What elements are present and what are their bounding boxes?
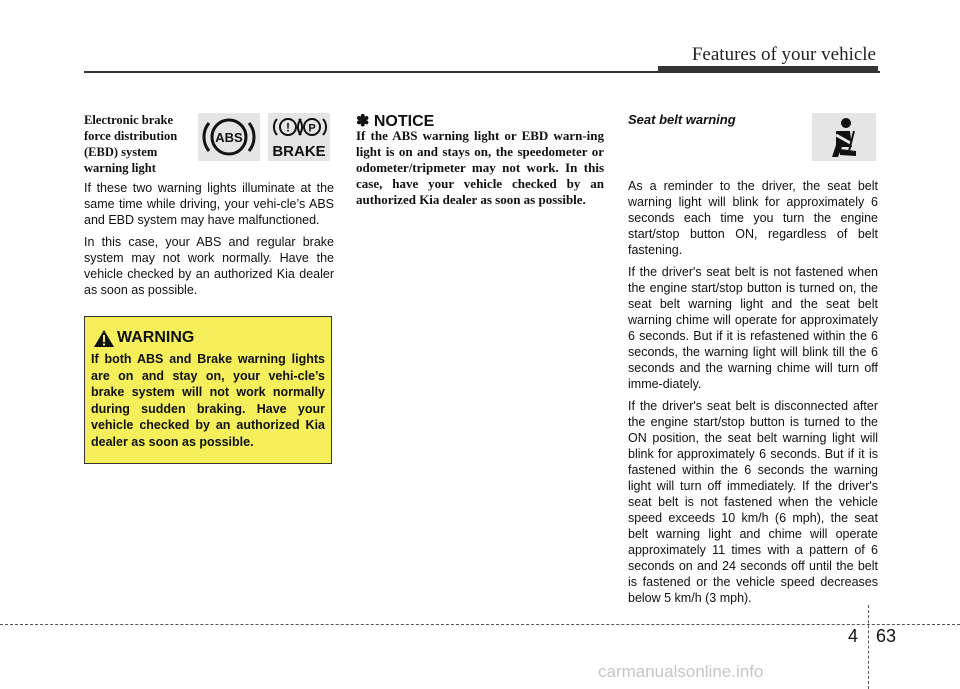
paragraph: If these two warning lights illuminate at the same time while driving, your vehi-cle’s ABS and EBD system may have malfunctioned.: [84, 181, 334, 227]
header-rule-accent: [658, 66, 878, 72]
header-title: Features of your vehicle: [691, 44, 876, 65]
seat-belt-heading: Seat belt warning: [628, 112, 736, 127]
warning-text: If both ABS and Brake warning lights are on and stay on, your vehi-cle’s brake system will not work normally during sudden braking. Have your vehicle checked by an authorized Kia dealer as soon as possible.: [91, 352, 325, 449]
watermark: carmanualsonline.info: [598, 662, 764, 681]
svg-text:ABS: ABS: [215, 130, 243, 145]
warning-title: WARNING: [117, 329, 195, 346]
brake-warning-icon: [268, 113, 330, 161]
svg-text:!: !: [286, 120, 290, 135]
ebd-body: [84, 180, 334, 304]
seat-belt-icon: [812, 113, 876, 161]
svg-text:P: P: [308, 122, 316, 135]
warning-triangle-icon: [93, 329, 115, 348]
paragraph: If the driver's seat belt is disconnected after the engine start/stop button is turned to the ON position, the seat belt warning light will blink for approximately 6 seconds. But if it is fastened within the 6 seconds the warning light will turn off immediately. If the driver's seat belt is not fastened when the vehicle speed exceeds 10 km/h (6 mph), the seat belt warning light and chime will operate approximately 11 times with a pattern of 6 seconds on and 24 seconds off until the belt is fastened or the vehicle speed decreases below 5 km/h (3 mph).: [628, 399, 878, 605]
warning-box: [84, 316, 332, 464]
footer-rule: [0, 624, 960, 625]
notice-text: If the ABS warning light or EBD warn-ing light is on and stays on, the speedometer or odometer/tripmeter may not work. In this case, have your vehicle checked by an authorized Kia dealer as soon as possible.: [356, 128, 604, 207]
ebd-heading-line: warning light: [84, 161, 156, 175]
seat-belt-body: [628, 178, 878, 612]
page-number: 63: [876, 626, 897, 646]
paragraph: In this case, your ABS and regular brake system may not work normally. Have the vehicle checked by an authorized Kia dealer as soon as possible.: [84, 235, 334, 297]
chapter-number: 4: [848, 626, 859, 646]
ebd-heading-line: force distribution: [84, 129, 178, 143]
svg-text:BRAKE: BRAKE: [272, 143, 326, 160]
paragraph: If the driver's seat belt is not fastened when the engine start/stop button is turned on, the seat belt warning light and the seat belt warning chime will operate for approximately 6 seconds. But if it is refastened within the 6 seconds, the warning light will blink till the 6 seconds and the warning chime will turn off imme-diately.: [628, 265, 878, 391]
ebd-heading: [84, 112, 190, 176]
paragraph: As a reminder to the driver, the seat belt warning light will blink for approximately 6 seconds each time you turn the engine start/stop button ON, regardless of belt fastening.: [628, 179, 878, 257]
ebd-heading-line: (EBD) system: [84, 145, 158, 159]
ebd-heading-line: Electronic brake: [84, 113, 173, 127]
page-divider: [868, 605, 869, 689]
abs-warning-icon: [198, 113, 260, 161]
notice-title: ✽ NOTICE: [356, 113, 435, 130]
